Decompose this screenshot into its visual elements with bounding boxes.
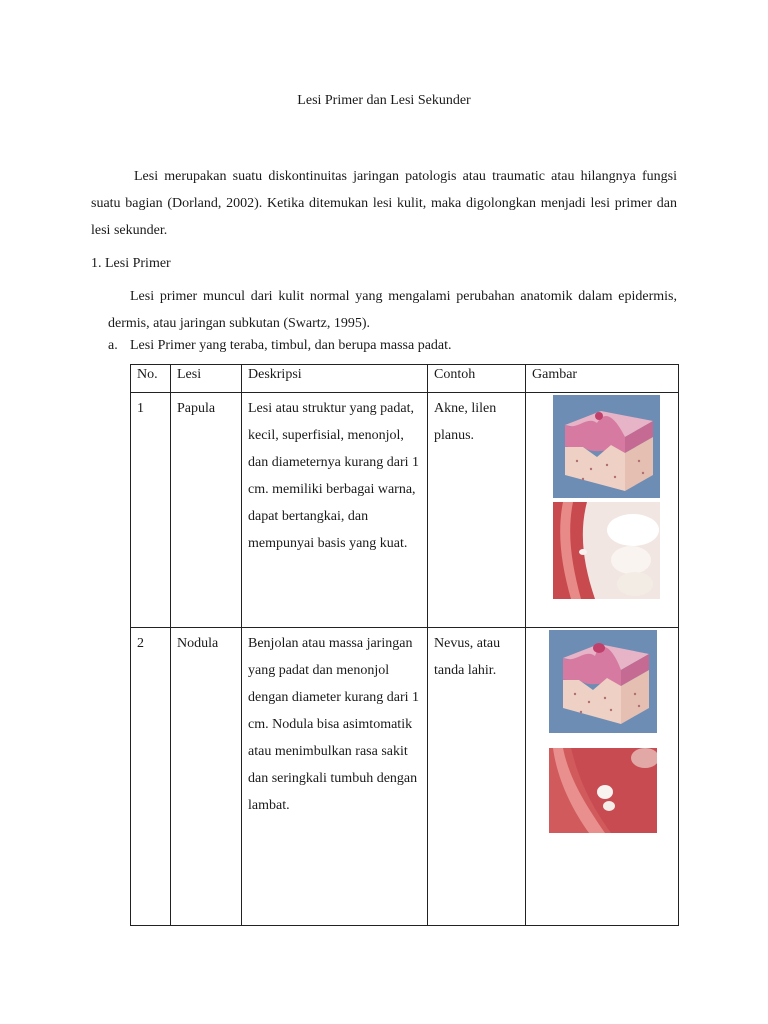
skin-cross-section-icon (549, 630, 657, 733)
header-no: No. (131, 365, 171, 393)
header-contoh: Contoh (428, 365, 526, 393)
section-paragraph (108, 283, 677, 337)
section-number: 1. (91, 256, 102, 271)
oral-lesion-photo-icon (549, 748, 657, 833)
nodula-skin-illustration (549, 630, 657, 733)
cell-gambar (526, 393, 679, 628)
section-title: Lesi Primer (105, 256, 171, 271)
page-title: Lesi Primer dan Lesi Sekunder (297, 93, 471, 108)
oral-lesion-photo-icon (553, 502, 660, 599)
lesion-table (130, 364, 679, 926)
cell-no: 2 (131, 628, 171, 926)
papula-oral-photo (553, 502, 660, 599)
header-deskripsi: Deskripsi (242, 365, 428, 393)
papula-skin-illustration (553, 395, 660, 498)
cell-contoh: Nevus, atau tanda lahir. (428, 628, 526, 926)
section-paragraph-text: Lesi primer muncul dari kulit normal yang mengalami perubahan anatomik dalam epidermis, dermis, atau jaringan subkutan (Swartz, 1995). (108, 289, 677, 331)
nodula-oral-photo (549, 748, 657, 833)
cell-lesi: Papula (171, 393, 242, 628)
section-heading (91, 256, 171, 272)
skin-cross-section-icon (553, 395, 660, 498)
subsection-heading (108, 338, 452, 354)
intro-text: Lesi merupakan suatu diskontinuitas jaringan patologis atau traumatic atau hilangnya fungsi suatu bagian (Dorland, 2002). Ketika ditemukan lesi kulit, maka digolongkan menjadi lesi primer dan lesi sekunder. (91, 169, 677, 238)
table-header-row (131, 365, 679, 393)
subsection-marker: a. (108, 338, 118, 353)
cell-contoh: Akne, lilen planus. (428, 393, 526, 628)
table-row (131, 628, 679, 926)
subsection-title: Lesi Primer yang teraba, timbul, dan berupa massa padat. (130, 338, 452, 353)
cell-deskripsi: Lesi atau struktur yang padat, kecil, superfisial, menonjol, dan diameternya kurang dari 1 cm. memiliki berbagai warna, dapat bertangkai, dan mempunyai basis yang kuat. (242, 393, 428, 628)
cell-no: 1 (131, 393, 171, 628)
intro-paragraph (91, 163, 677, 244)
cell-deskripsi: Benjolan atau massa jaringan yang padat dan menonjol dengan diameter kurang dari 1 cm. Nodula bisa asimtomatik atau menimbulkan rasa sakit dan seringkali tumbuh dengan lambat. (242, 628, 428, 926)
cell-lesi: Nodula (171, 628, 242, 926)
table-row (131, 393, 679, 628)
cell-gambar (526, 628, 679, 926)
header-gambar: Gambar (526, 365, 679, 393)
header-lesi: Lesi (171, 365, 242, 393)
